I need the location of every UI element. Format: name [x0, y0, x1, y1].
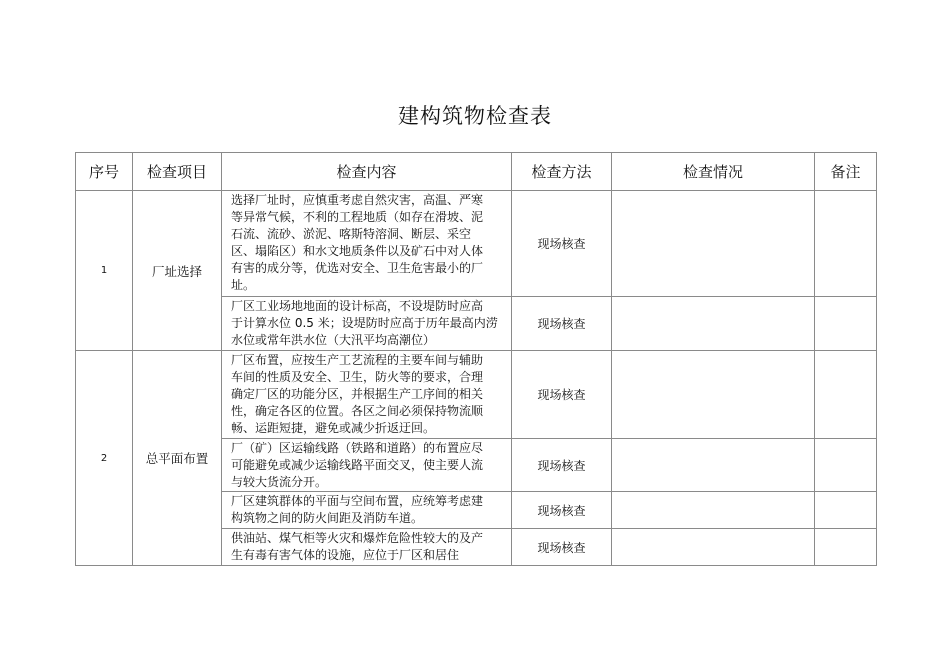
remarks-cell[interactable] [815, 297, 877, 351]
check-content-cell: 厂（矿）区运输线路（铁路和道路）的布置应尽 可能避免或减少运输线路平面交叉，使主要人流 与较大货流分开。 [222, 439, 512, 492]
table-row [76, 191, 877, 297]
header-check-content: 检查内容 [222, 153, 512, 191]
check-content-cell: 供油站、煤气柜等火灾和爆炸危险性较大的及产 生有毒有害气体的设施，应位于厂区和居住 [222, 529, 512, 566]
remarks-cell[interactable] [815, 191, 877, 297]
table-row [76, 351, 877, 439]
check-status-cell[interactable] [612, 529, 815, 566]
check-method-cell: 现场核查 [512, 351, 612, 439]
header-check-item: 检查项目 [133, 153, 222, 191]
check-content-cell: 厂区布置，应按生产工艺流程的主要车间与辅助 车间的性质及安全、卫生，防火等的要求，合理 确定厂区的功能分区，并根据生产工序间的相关 性，确定各区的位置。各区之间必须保持物流顺 畅、运距短捷，避免或减少折返迂回。 [222, 351, 512, 439]
header-row [76, 153, 877, 191]
check-method-cell: 现场核查 [512, 529, 612, 566]
check-item-cell: 总平面布置 [133, 351, 222, 566]
check-content-cell: 厂区工业场地地面的设计标高，不设堤防时应高 于计算水位 0.5 米；设堤防时应高于历年最高内涝 水位或常年洪水位（大汛平均高潮位） [222, 297, 512, 351]
check-method-cell: 现场核查 [512, 439, 612, 492]
header-check-method: 检查方法 [512, 153, 612, 191]
remarks-cell[interactable] [815, 492, 877, 529]
remarks-cell[interactable] [815, 529, 877, 566]
check-method-cell: 现场核查 [512, 191, 612, 297]
remarks-cell[interactable] [815, 439, 877, 492]
serial-no-cell: 1 [76, 191, 133, 351]
check-item-cell: 厂址选择 [133, 191, 222, 351]
document-title: 建构筑物检查表 [398, 104, 552, 128]
inspection-table [75, 152, 877, 566]
check-status-cell[interactable] [612, 191, 815, 297]
header-remarks: 备注 [815, 153, 877, 191]
check-status-cell[interactable] [612, 351, 815, 439]
serial-no-cell: 2 [76, 351, 133, 566]
check-status-cell[interactable] [612, 492, 815, 529]
check-content-cell: 选择厂址时，应慎重考虑自然灾害，高温、严寒 等异常气候，不利的工程地质（如存在滑坡、泥 石流、流砂、淤泥、喀斯特溶洞、断层、采空 区、塌陷区）和水文地质条件以及矿石中对人体 有害的成分等，优选对安全、卫生危害最小的厂 址。 [222, 191, 512, 297]
check-method-cell: 现场核查 [512, 492, 612, 529]
check-status-cell[interactable] [612, 297, 815, 351]
header-check-status: 检查情况 [612, 153, 815, 191]
remarks-cell[interactable] [815, 351, 877, 439]
header-serial-no: 序号 [76, 153, 133, 191]
check-method-cell: 现场核查 [512, 297, 612, 351]
check-content-cell: 厂区建筑群体的平面与空间布置，应统筹考虑建 构筑物之间的防火间距及消防车道。 [222, 492, 512, 529]
check-status-cell[interactable] [612, 439, 815, 492]
